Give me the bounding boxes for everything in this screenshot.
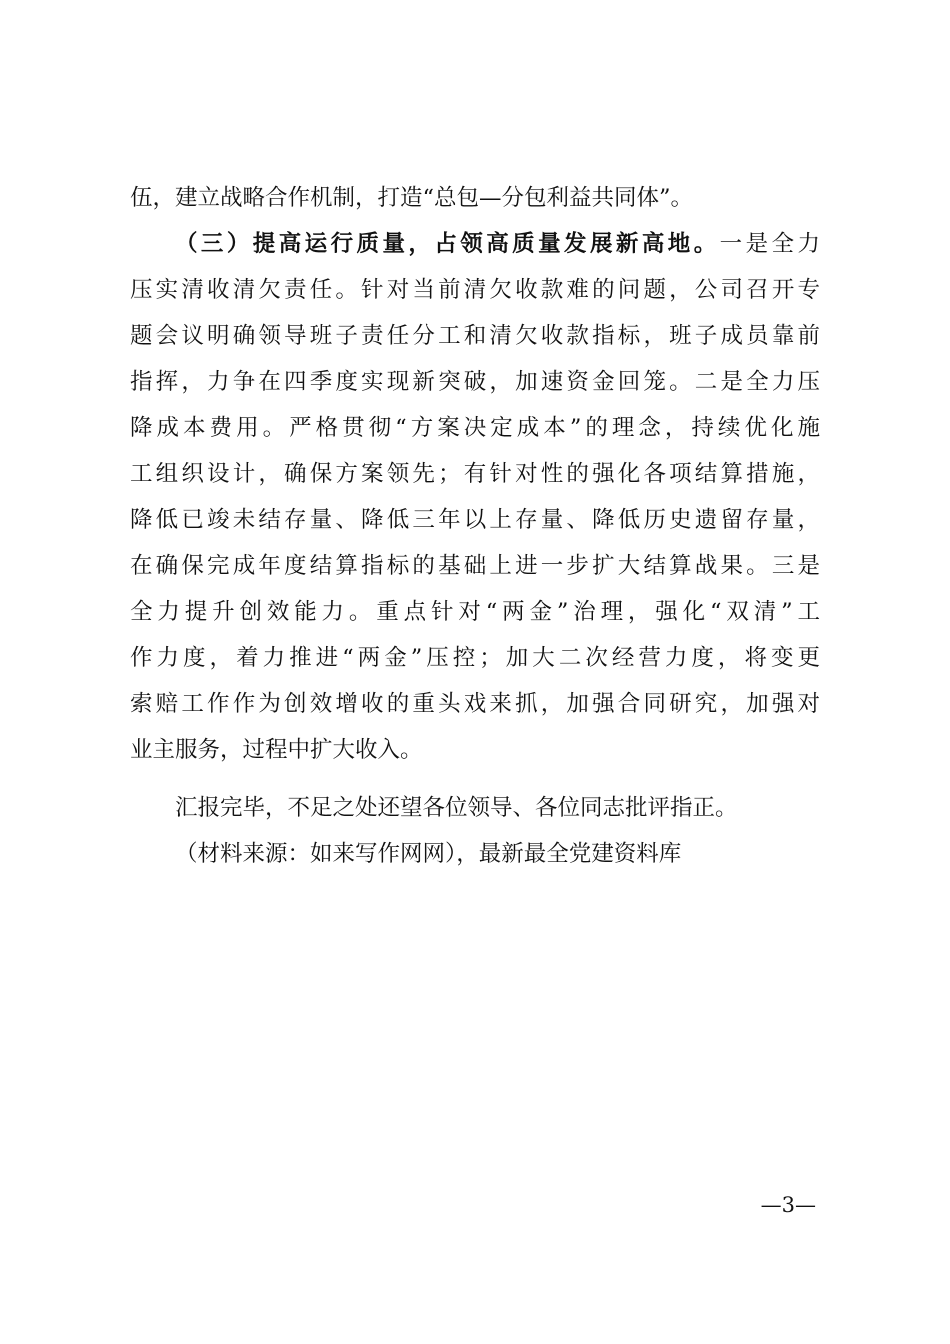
- paragraph-line: 全力提升创效能力。重点针对“两金”治理，强化“双清”工: [130, 599, 820, 625]
- closing-line: 汇报完毕，不足之处还望各位领导、各位同志批评指正。: [175, 795, 738, 821]
- paragraph-line: 工组织设计，确保方案领先；有针对性的强化各项结算措施，: [130, 461, 820, 487]
- paragraph-text: 一是全力: [719, 231, 820, 257]
- body-text: [130, 175, 820, 877]
- paragraph-line: 伍，建立战略合作机制，打造“总包—分包利益共同体”。: [130, 185, 694, 211]
- section-heading: （三）提高运行质量，占领高质量发展新高地。: [175, 231, 720, 257]
- source-line: （材料来源：如来写作网网），最新最全党建资料库: [175, 841, 682, 867]
- paragraph-line: 降低已竣未结存量、降低三年以上存量、降低历史遗留存量，: [130, 507, 820, 533]
- paragraph-line: 题会议明确领导班子责任分工和清欠收款指标，班子成员靠前: [130, 323, 820, 349]
- paragraph-line: 索赔工作作为创效增收的重头戏来抓，加强合同研究，加强对: [130, 691, 820, 717]
- paragraph-line: 在确保完成年度结算指标的基础上进一步扩大结算战果。三是: [130, 553, 820, 579]
- paragraph-line: 指挥，力争在四季度实现新突破，加速资金回笼。二是全力压: [130, 369, 820, 395]
- paragraph-line: 作力度，着力推进“两金”压控；加大二次经营力度，将变更: [130, 645, 820, 671]
- paragraph-gap: [130, 773, 820, 785]
- paragraph-line: 压实清收清欠责任。针对当前清欠收款难的问题，公司召开专: [130, 277, 820, 303]
- page-number: —3—: [760, 1193, 816, 1217]
- paragraph-line: 降成本费用。严格贯彻“方案决定成本”的理念，持续优化施: [130, 415, 820, 441]
- paragraph-line: 业主服务，过程中扩大收入。: [130, 737, 423, 763]
- section-heading-line: [130, 221, 820, 267]
